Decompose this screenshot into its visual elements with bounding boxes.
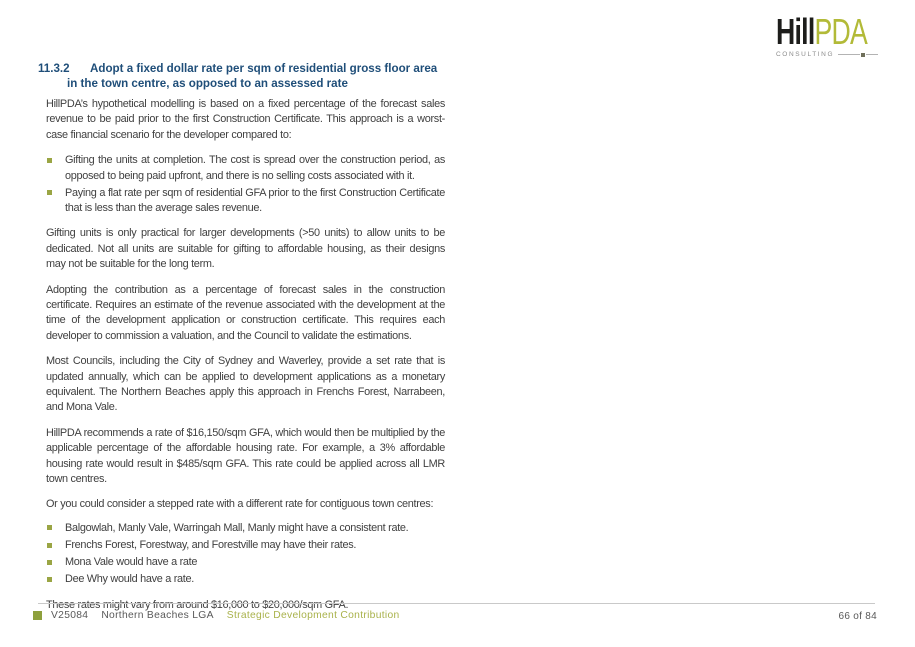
list-item xyxy=(46,521,445,536)
bullet-list-developer-comparison xyxy=(46,153,445,216)
logo-subline xyxy=(776,51,878,58)
footer-report-title: Strategic Development Contribution xyxy=(226,610,400,621)
logo-rule-line xyxy=(838,54,860,55)
section-number: 11.3.2 xyxy=(38,62,70,75)
footer-client-name: Northern Beaches LGA xyxy=(101,610,214,621)
bullet-square-icon xyxy=(47,560,52,565)
list-item-text: Mona Vale would have a rate xyxy=(65,556,198,569)
paragraph: Or you could consider a stepped rate with a different rate for contiguous town centres: xyxy=(46,498,434,511)
paragraph: Adopting the contribution as a percentage of forecast sales in the construction certificate. Requires an estimate of the revenue associated with the development at the time of the development application or construction certificate. This requires each developer to commission a valuation, and the Council to validate the estimations. xyxy=(46,283,445,342)
logo-wordmark xyxy=(776,11,868,52)
list-item xyxy=(46,555,445,570)
list-item xyxy=(46,186,445,217)
body-text-column xyxy=(46,97,445,623)
footer-divider xyxy=(38,603,875,604)
bullet-square-icon xyxy=(47,543,52,548)
list-item-text: Gifting the units at completion. The cost is spread over the construction period, as opposed to being paid upfront, and there is no selling costs associated with it. xyxy=(65,154,445,182)
list-item xyxy=(46,538,445,553)
paragraph: HillPDA recommends a rate of $16,150/sqm GFA, which would then be multiplied by the applicable percentage of the affordable housing rate. For example, a 3% affordable housing rate would result in $485/sqm GFA. This rate could be applied across all LMR town centres. xyxy=(46,426,445,486)
logo-rule-line-end xyxy=(866,54,878,55)
paragraph: HillPDA’s hypothetical modelling is based on a fixed percentage of the forecast sales revenue to be paid prior to the first Construction Certificate. This approach is a worst-case financial scenario for the developer compared to: xyxy=(46,98,445,141)
footer-project-code: V25084 xyxy=(51,610,89,621)
list-item xyxy=(46,153,445,184)
bullet-list-town-centre-rates xyxy=(46,521,445,588)
bullet-square-icon xyxy=(47,158,52,163)
footer xyxy=(33,610,400,621)
footer-square-icon xyxy=(33,611,42,620)
list-item-text: Paying a flat rate per sqm of residential GFA prior to the first Construction Certificate that is less than the average sales revenue. xyxy=(65,186,445,214)
hillpda-logo xyxy=(776,11,878,58)
paragraph: Gifting units is only practical for larger developments (>50 units) to allow units to be dedicated. Not all units are suitable for gifting to affordable housing, as their designs may not be suitable for the long term. xyxy=(46,227,445,271)
section-title: Adopt a fixed dollar rate per sqm of residential gross floor area in the town centre, as opposed to an assessed rate xyxy=(67,62,438,91)
list-item xyxy=(46,572,445,587)
bullet-square-icon xyxy=(47,525,52,530)
list-item-text: Frenchs Forest, Forestway, and Forestville may have their rates. xyxy=(65,539,357,552)
section-heading xyxy=(38,61,438,91)
logo-pda-text: PDA xyxy=(814,11,868,52)
list-item-text: Balgowlah, Manly Vale, Warringah Mall, Manly might have a consistent rate. xyxy=(65,521,409,534)
list-item-text: Dee Why would have a rate. xyxy=(65,573,195,586)
logo-consulting-label: CONSULTING xyxy=(776,51,835,58)
bullet-square-icon xyxy=(47,190,52,195)
logo-hill-text: Hill xyxy=(776,11,815,52)
logo-square-icon xyxy=(861,53,865,57)
paragraph: Most Councils, including the City of Sydney and Waverley, provide a set rate that is updated annually, which can be applied to development applications as a monetary equivalent. The Northern Beaches apply this approach in Frenchs Forest, Narrabeen, and Mona Vale. xyxy=(46,355,445,414)
page-number: 66 of 84 xyxy=(838,611,877,622)
paragraph: These rates might vary from around $16,000 to $20,000/sqm GFA. xyxy=(46,598,349,611)
bullet-square-icon xyxy=(47,577,52,582)
